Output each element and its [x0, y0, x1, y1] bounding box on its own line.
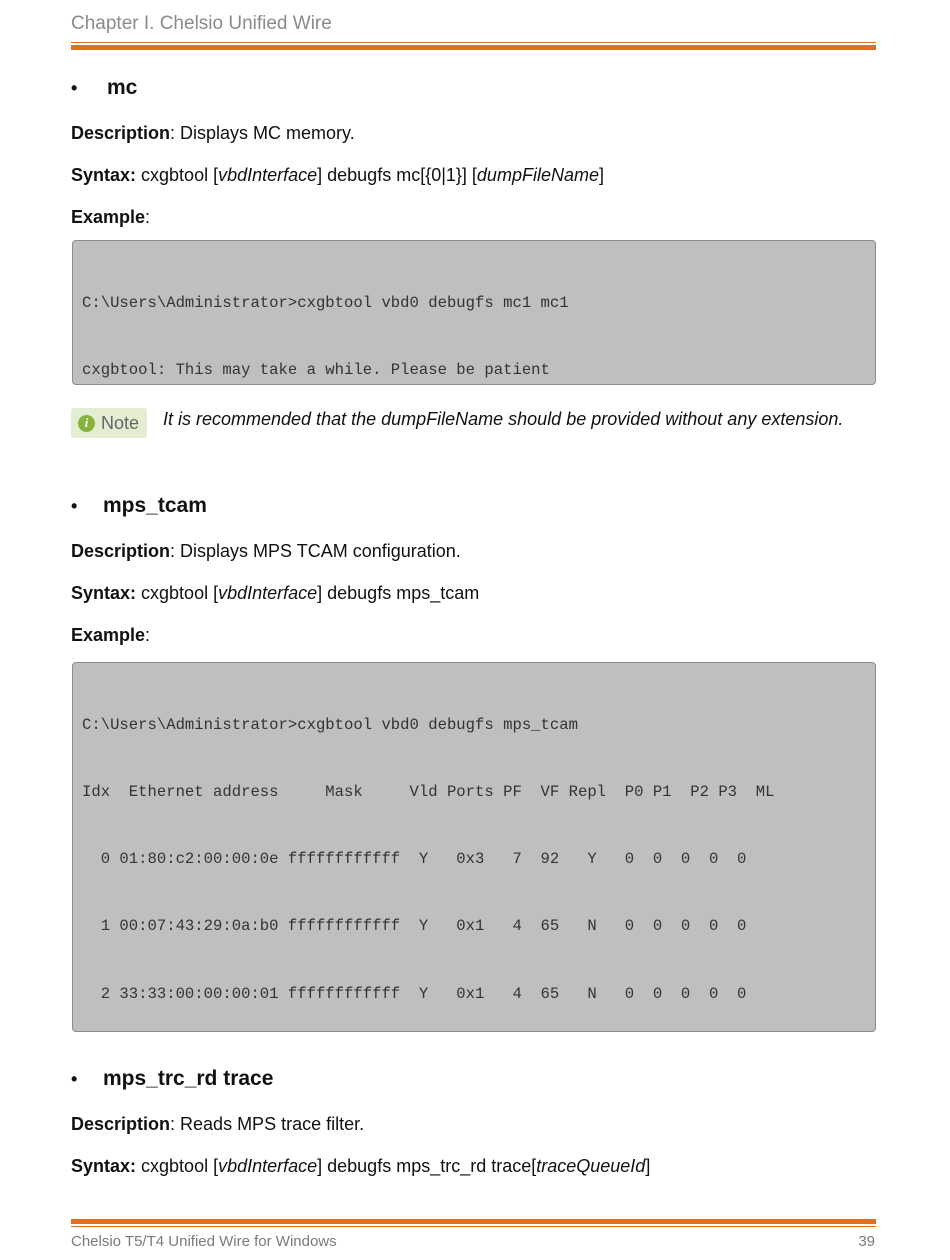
code-line: C:\Users\Administrator>cxgbtool vbd0 debugfs mc1 mc1 — [82, 293, 569, 312]
code-line: 1 00:07:43:29:0a:b0 ffffffffffff Y 0x1 4 65 N 0 0 0 0 0 — [82, 917, 747, 936]
description-text: : Reads MPS trace filter. — [170, 1114, 365, 1134]
section-title-text: mc — [107, 76, 138, 99]
syntax-command: cxgbtool [ — [136, 583, 219, 603]
section-title-text: mps_trc_rd trace — [103, 1067, 274, 1090]
section-title-mps-trc-rd — [71, 1067, 273, 1091]
section-title-mc — [71, 76, 137, 100]
syntax-rest: ] debugfs mps_trc_rd trace[ — [317, 1156, 537, 1176]
footer-title: Chelsio T5/T4 Unified Wire for Windows — [71, 1233, 337, 1250]
syntax-interface: vbdInterface — [218, 1156, 318, 1176]
info-icon: i — [78, 415, 95, 432]
bullet-dot-icon: • — [71, 77, 78, 98]
syntax-rest: ] debugfs mc[{0|1}] [ — [317, 165, 477, 185]
section-title-text: mps_tcam — [103, 494, 207, 517]
bullet-dot-icon: • — [71, 495, 78, 516]
syntax-rest: ] debugfs mps_tcam — [317, 583, 480, 603]
note-badge — [71, 408, 147, 438]
syntax-label: Syntax: — [71, 165, 137, 185]
section-title-mps-tcam — [71, 494, 207, 518]
syntax-label: Syntax: — [71, 1156, 137, 1176]
syntax-end: ] — [598, 165, 604, 185]
syntax-param: dumpFileName — [476, 165, 599, 185]
footer-rule — [71, 1219, 876, 1227]
code-line: Idx Ethernet address Mask Vld Ports PF VF Repl P0 P1 P2 P3 ML — [82, 783, 775, 802]
bullet-dot-icon: • — [71, 1068, 78, 1089]
syntax-interface: vbdInterface — [218, 165, 318, 185]
example-label: Example — [71, 625, 146, 645]
example-colon: : — [145, 207, 151, 227]
syntax-param: traceQueueId — [536, 1156, 646, 1176]
example-label: Example — [71, 207, 146, 227]
description-line — [71, 1114, 364, 1135]
code-block-mc — [72, 240, 876, 385]
syntax-end: ] — [645, 1156, 651, 1176]
description-text: : Displays MC memory. — [170, 123, 355, 143]
page-number: 39 — [858, 1233, 875, 1250]
note-text: It is recommended that the dumpFileName should be provided without any extension. — [163, 409, 844, 429]
example-line — [71, 207, 150, 228]
syntax-line — [71, 583, 479, 604]
example-line — [71, 625, 150, 646]
description-label: Description — [71, 123, 171, 143]
code-line: 0 01:80:c2:00:00:0e ffffffffffff Y 0x3 7 92 Y 0 0 0 0 0 — [82, 850, 747, 869]
description-line — [71, 541, 461, 562]
syntax-interface: vbdInterface — [218, 583, 318, 603]
header-rule — [71, 42, 876, 50]
page-header: Chapter I. Chelsio Unified Wire — [71, 13, 332, 34]
description-text: : Displays MPS TCAM configuration. — [170, 541, 461, 561]
syntax-line — [71, 1156, 650, 1177]
description-label: Description — [71, 541, 171, 561]
syntax-label: Syntax: — [71, 583, 137, 603]
code-block-mps-tcam — [72, 662, 876, 1032]
syntax-command: cxgbtool [ — [136, 1156, 219, 1176]
description-line — [71, 123, 355, 144]
code-line: cxgbtool: This may take a while. Please be patient — [82, 361, 550, 380]
example-colon: : — [145, 625, 151, 645]
note-label: Note — [101, 412, 140, 433]
syntax-command: cxgbtool [ — [136, 165, 219, 185]
code-line: C:\Users\Administrator>cxgbtool vbd0 debugfs mps_tcam — [82, 715, 578, 734]
syntax-line — [71, 165, 604, 186]
description-label: Description — [71, 1114, 171, 1134]
code-line: 2 33:33:00:00:00:01 ffffffffffff Y 0x1 4 65 N 0 0 0 0 0 — [82, 984, 747, 1003]
